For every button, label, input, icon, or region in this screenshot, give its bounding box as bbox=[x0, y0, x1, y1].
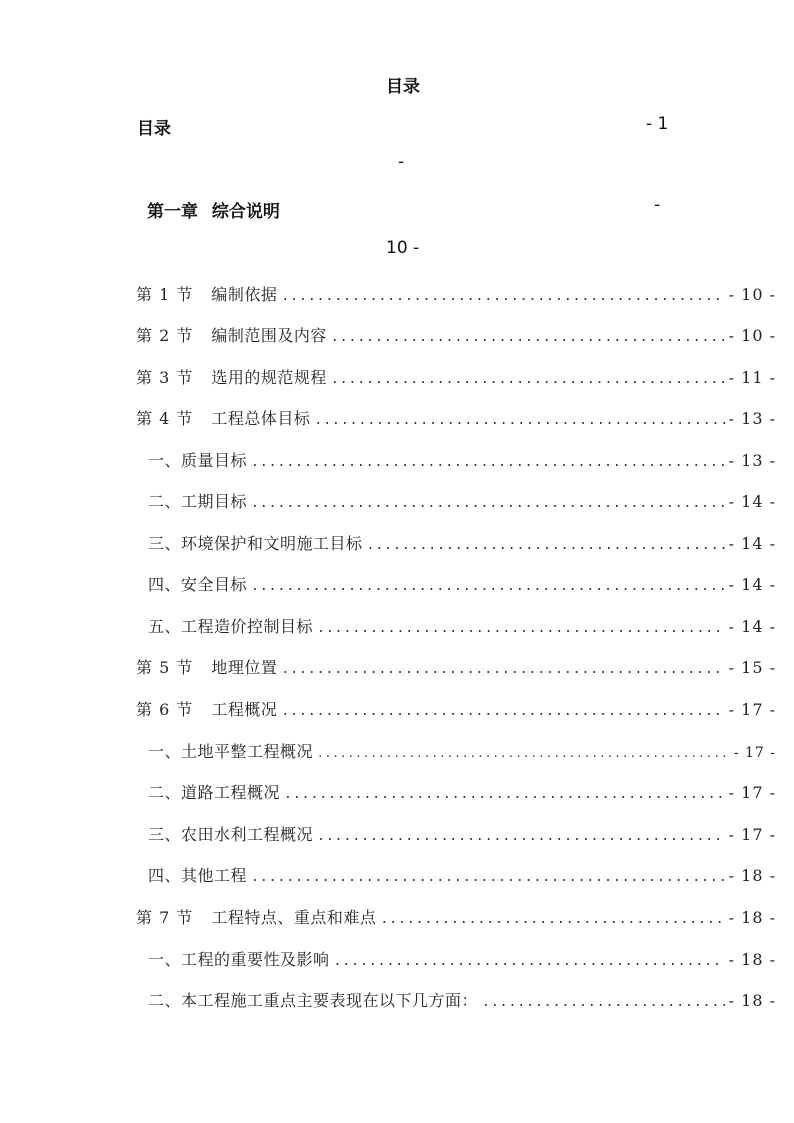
page-number: - 10 - bbox=[728, 326, 776, 345]
chapter-page-continuation: 10 - bbox=[386, 238, 420, 258]
toc-row[interactable] bbox=[136, 780, 776, 804]
page-number: - 18 - bbox=[728, 908, 776, 927]
page-number: - 15 - bbox=[728, 658, 776, 677]
toc-row[interactable] bbox=[136, 614, 776, 638]
page-number: - 17 - bbox=[733, 745, 776, 761]
page-number: - 11 - bbox=[728, 368, 776, 387]
dot-leader bbox=[380, 912, 724, 927]
page-number: - 18 - bbox=[728, 950, 776, 969]
toc-entry-label[interactable]: 目录 bbox=[137, 119, 171, 139]
subsection-title: 一、土地平整工程概况 bbox=[148, 742, 314, 761]
page-number: - 14 - bbox=[728, 534, 776, 553]
dot-leader bbox=[331, 372, 725, 387]
subsection-title: 二、本工程施工重点主要表现在以下几方面： bbox=[148, 991, 479, 1010]
subsection-title: 二、道路工程概况 bbox=[148, 783, 281, 802]
section-number: 第 4 节 bbox=[136, 409, 194, 428]
toc-title: 目录 bbox=[386, 77, 420, 97]
toc-entry-page: - 1 bbox=[646, 114, 669, 134]
page-number: - 10 - bbox=[728, 285, 776, 304]
dot-leader bbox=[251, 870, 725, 885]
section-title: 编制范围及内容 bbox=[211, 326, 327, 345]
page-number: - 17 - bbox=[728, 825, 776, 844]
page-number: - 14 - bbox=[728, 617, 776, 636]
page-number: - 14 - bbox=[728, 575, 776, 594]
dot-leader bbox=[251, 496, 725, 511]
toc-row[interactable] bbox=[136, 988, 776, 1012]
toc-row[interactable] bbox=[136, 822, 776, 846]
section-title: 工程总体目标 bbox=[211, 409, 311, 428]
subsection-title: 五、工程造价控制目标 bbox=[148, 617, 314, 636]
toc-row[interactable] bbox=[136, 323, 776, 347]
section-number: 第 6 节 bbox=[136, 700, 194, 719]
dot-leader bbox=[317, 621, 725, 636]
dot-leader bbox=[281, 704, 724, 719]
section-number: 第 2 节 bbox=[136, 326, 194, 345]
section-number: 第 3 节 bbox=[136, 368, 194, 387]
chapter-page: - bbox=[654, 195, 661, 215]
toc-row[interactable] bbox=[136, 572, 776, 596]
page-number: - 17 - bbox=[728, 700, 776, 719]
page-number: - 13 - bbox=[728, 409, 776, 428]
subsection-title: 三、环境保护和文明施工目标 bbox=[148, 534, 363, 553]
toc-row[interactable] bbox=[136, 863, 776, 887]
page-number: - 17 - bbox=[728, 783, 776, 802]
dot-leader bbox=[317, 829, 725, 844]
dot-leader bbox=[334, 954, 725, 969]
section-title: 选用的规范规程 bbox=[211, 368, 327, 387]
chapter-title[interactable]: 第一章 综合说明 bbox=[147, 202, 280, 222]
subsection-title: 一、工程的重要性及影响 bbox=[148, 950, 330, 969]
toc-row[interactable] bbox=[136, 739, 776, 763]
toc-row[interactable] bbox=[136, 947, 776, 971]
dot-leader bbox=[281, 289, 724, 304]
subsection-title: 四、安全目标 bbox=[148, 575, 248, 594]
dot-leader bbox=[281, 662, 724, 677]
dot-leader bbox=[331, 330, 725, 345]
toc-row[interactable] bbox=[136, 905, 776, 929]
toc-row[interactable] bbox=[136, 282, 776, 306]
dot-leader bbox=[314, 413, 724, 428]
dot-leader bbox=[367, 538, 725, 553]
dot-leader bbox=[251, 579, 725, 594]
section-number: 第 7 节 bbox=[136, 908, 194, 927]
dot-leader bbox=[482, 995, 725, 1010]
toc-row[interactable] bbox=[136, 655, 776, 679]
section-number: 第 5 节 bbox=[136, 658, 194, 677]
page-number: - 18 - bbox=[728, 866, 776, 885]
toc-row[interactable] bbox=[136, 489, 776, 513]
subsection-title: 一、质量目标 bbox=[148, 451, 248, 470]
subsection-title: 四、其他工程 bbox=[148, 866, 248, 885]
section-title: 地理位置 bbox=[211, 658, 278, 677]
section-title: 工程特点、重点和难点 bbox=[211, 908, 377, 927]
section-title: 工程概况 bbox=[211, 700, 278, 719]
toc-row[interactable] bbox=[136, 365, 776, 389]
toc-row[interactable] bbox=[136, 406, 776, 430]
toc-row[interactable] bbox=[136, 531, 776, 555]
dot-leader bbox=[284, 787, 725, 802]
subsection-title: 三、农田水利工程概况 bbox=[148, 825, 314, 844]
page-number: - 14 - bbox=[728, 492, 776, 511]
dot-leader bbox=[251, 455, 725, 470]
section-title: 编制依据 bbox=[211, 285, 278, 304]
page-number: - 13 - bbox=[728, 451, 776, 470]
page-number: - 18 - bbox=[728, 991, 776, 1010]
toc-entry-page-continuation: - bbox=[398, 152, 405, 172]
subsection-title: 二、工期目标 bbox=[148, 492, 248, 511]
toc-row[interactable] bbox=[136, 697, 776, 721]
dot-leader bbox=[317, 747, 730, 760]
toc-row[interactable] bbox=[136, 448, 776, 472]
section-number: 第 1 节 bbox=[136, 285, 194, 304]
